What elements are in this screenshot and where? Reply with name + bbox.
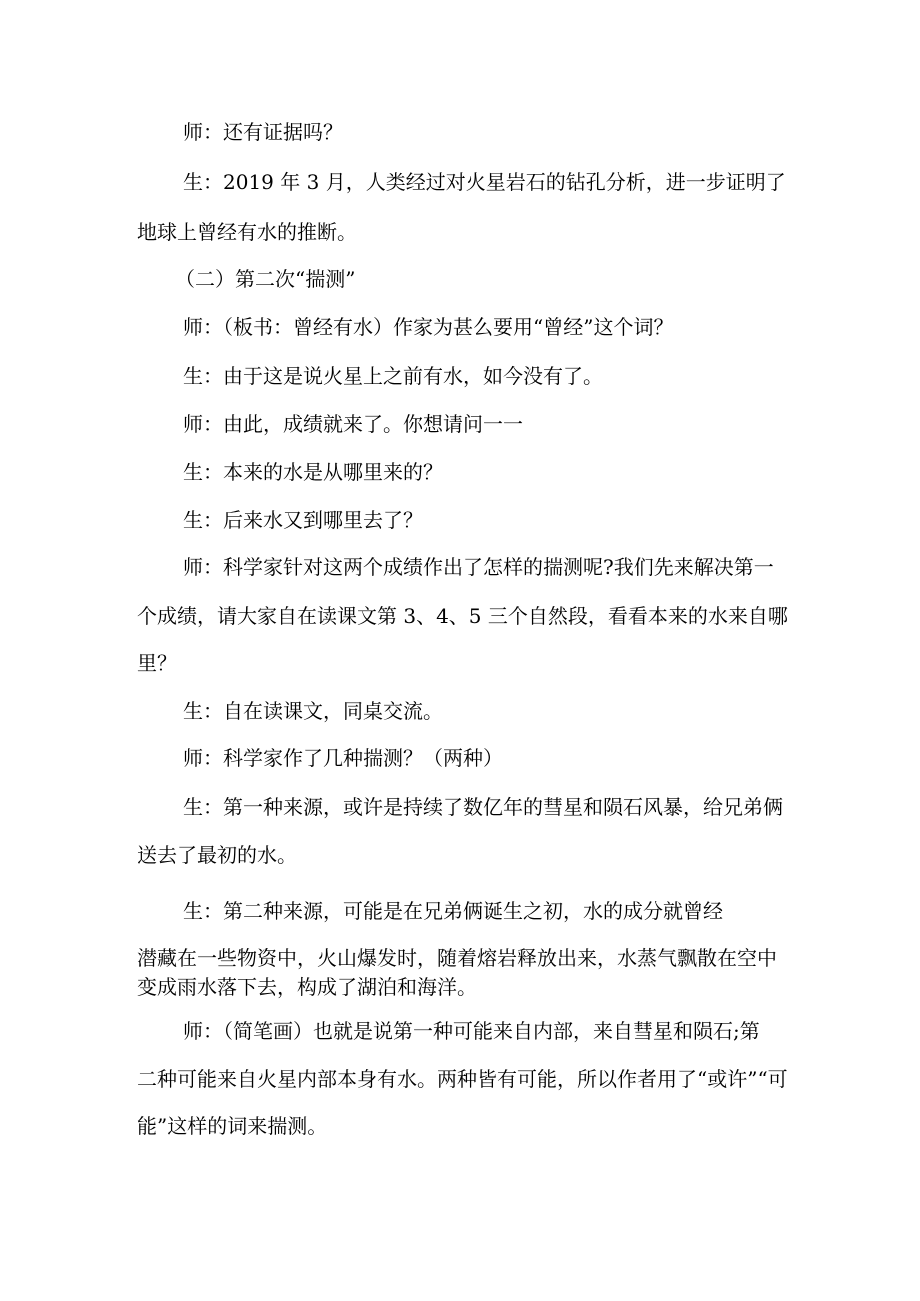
- paragraph-line: 生：由于这是说火星上之前有水，如今没有了。: [183, 364, 603, 388]
- paragraph-line: 生：第一种来源，或许是持续了数亿年的彗星和陨石风暴，给兄弟俩: [183, 795, 783, 819]
- paragraph-line: 变成雨水落下去，构成了湖泊和海洋。: [137, 975, 477, 999]
- paragraph-line: 个成绩，请大家自在读课文第 3、4、5 三个自然段，看看本来的水来自哪: [137, 604, 788, 628]
- section-heading: （二）第二次“揣测”: [175, 267, 356, 291]
- paragraph-line: 生：2019 年 3 月，人类经过对火星岩石的钻孔分析，进一步证明了: [183, 170, 786, 194]
- paragraph-line: 师：科学家作了几种揣测？（两种）: [183, 746, 503, 770]
- paragraph-line: 地球上曾经有水的推断。: [137, 220, 357, 244]
- paragraph-line: 师：（板书：曾经有水）作家为甚么要用“曾经”这个词？: [183, 315, 674, 339]
- paragraph-line: 师：还有证据吗？: [183, 120, 343, 144]
- paragraph-line: 生：后来水又到哪里去了？: [183, 508, 423, 532]
- paragraph-line: 潜藏在一些物资中，火山爆发时，随着熔岩释放出来，水蒸气飘散在空中: [137, 946, 777, 970]
- paragraph-line: 师：（简笔画）也就是说第一种可能来自内部，来自彗星和陨石;第: [183, 1019, 760, 1043]
- paragraph-line: 生：本来的水是从哪里来的？: [183, 460, 443, 484]
- paragraph-line: 送去了最初的水。: [137, 843, 297, 867]
- paragraph-line: 师：由此，成绩就来了。你想请问一一: [183, 412, 523, 436]
- paragraph-line: 能”这样的词来揣测。: [137, 1114, 328, 1138]
- paragraph-line: 生：自在读课文，同桌交流。: [183, 699, 443, 723]
- paragraph-line: 里？: [137, 651, 177, 675]
- paragraph-line: 二种可能来自火星内部本身有水。两种皆有可能，所以作者用了“或许”“可: [137, 1067, 788, 1091]
- paragraph-line: 生：第二种来源，可能是在兄弟俩诞生之初，水的成分就曾经: [183, 899, 723, 923]
- paragraph-line: 师：科学家针对这两个成绩作出了怎样的揣测呢?我们先来解决第一: [183, 555, 774, 579]
